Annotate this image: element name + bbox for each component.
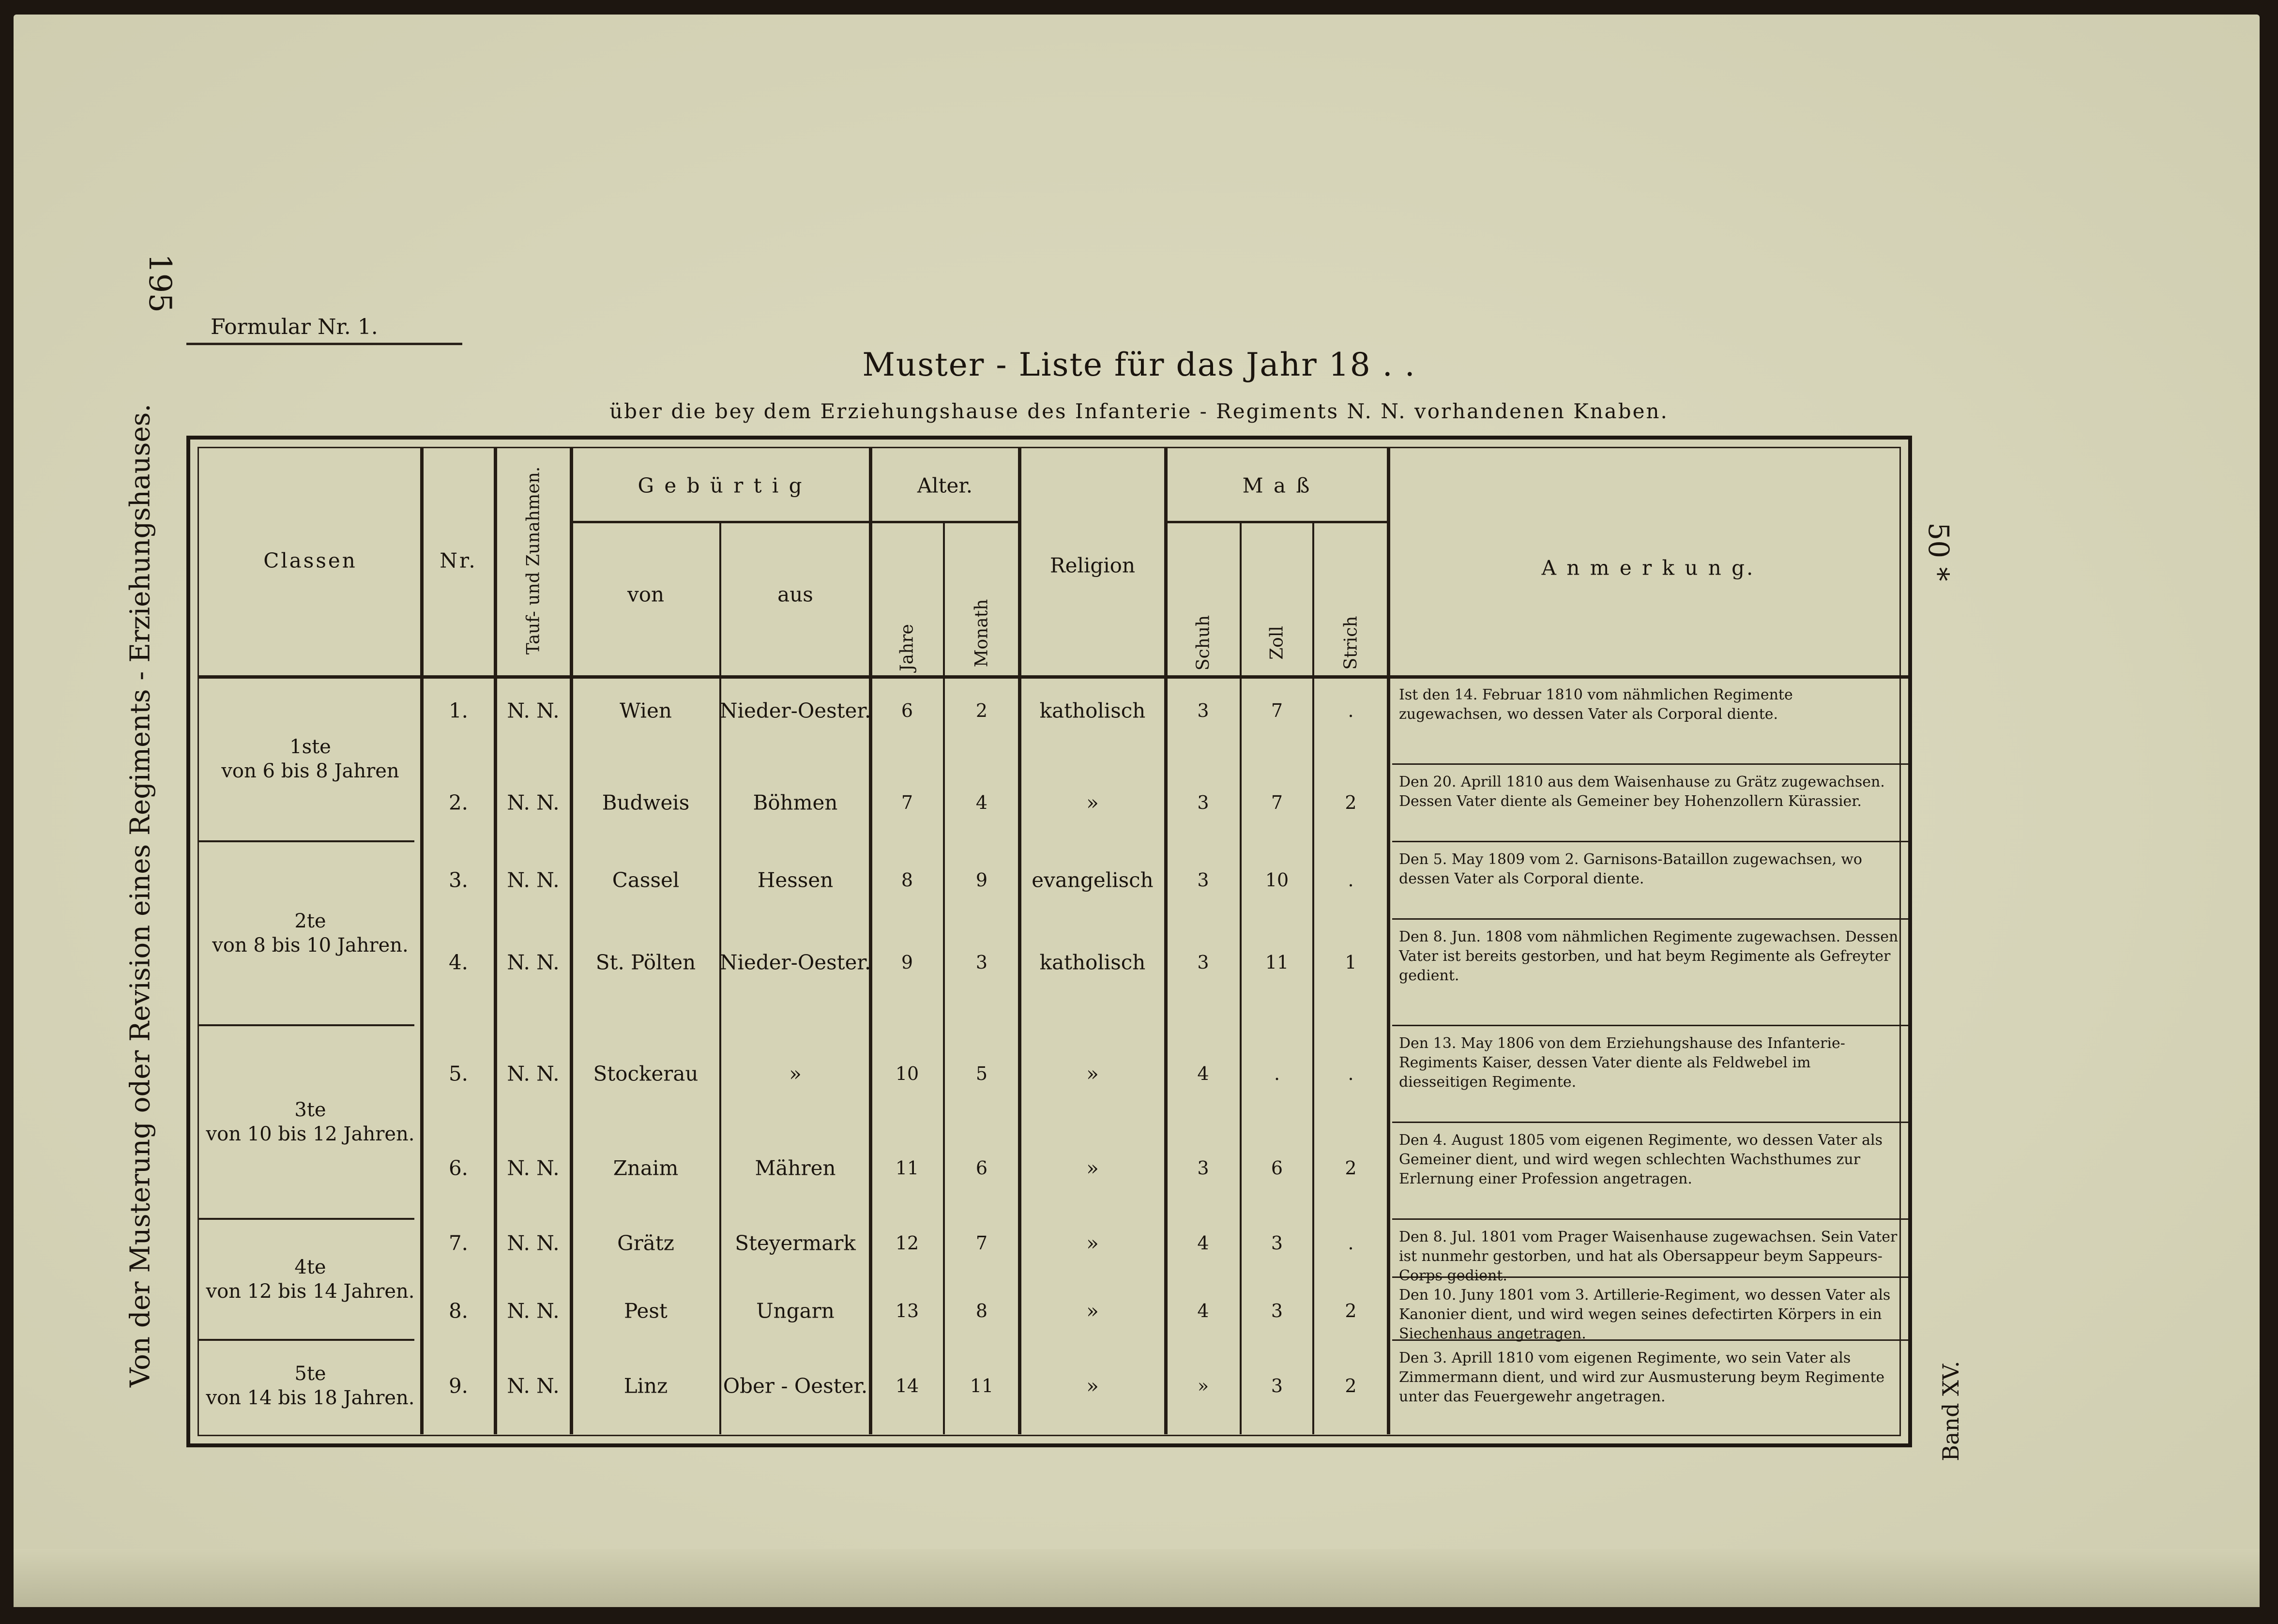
page-bottom-edge <box>14 1549 2260 1607</box>
row-country: Mähren <box>755 1156 836 1180</box>
header-mass: M a ß <box>1242 473 1312 498</box>
row-number: 2. <box>448 790 469 815</box>
row-anmerkung: Den 13. May 1806 von dem Erziehungshause des Infanterie-Regiments Kaiser, dessen Vater diente als Feldwebel im diesseitigen Regimente. <box>1399 1035 1845 1091</box>
row-name: N. N. <box>507 698 560 723</box>
formular-underline <box>186 343 462 345</box>
class-label <box>206 1098 415 1146</box>
row-height-schuh: 3 <box>1197 792 1209 813</box>
row-anmerkung: Ist den 14. Februar 1810 vom nähmlichen Regimente zugewachsen, wo dessen Vater als Corporal diente. <box>1399 686 1793 723</box>
class-name: 2te <box>294 910 326 932</box>
row-anmerkung: Den 4. August 1805 vom eigenen Regimente, wo dessen Vater als Gemeiner dient, und wird wegen schlechten Wachsthumes zur Erlernung einer Profession angetragen. <box>1399 1132 1883 1187</box>
row-height-schuh: 3 <box>1197 952 1209 973</box>
row-age-years: 11 <box>895 1157 919 1179</box>
header-divider <box>199 675 1908 679</box>
row-name: N. N. <box>507 1374 560 1398</box>
row-height-strich: . <box>1348 1063 1354 1084</box>
group-header-divider <box>870 521 1019 523</box>
row-height-strich: 2 <box>1345 1157 1357 1179</box>
note-divider <box>1392 918 1908 920</box>
row-height-schuh: 4 <box>1197 1063 1209 1084</box>
header-strich: Strich <box>1341 616 1361 670</box>
row-age-years: 14 <box>895 1375 919 1396</box>
class-divider <box>199 1339 414 1341</box>
row-country: Ober - Oester. <box>723 1374 868 1398</box>
row-height-zoll: 7 <box>1271 700 1283 721</box>
class-label <box>206 1362 415 1410</box>
class-label <box>206 1255 415 1304</box>
header-religion: Religion <box>1050 553 1135 577</box>
row-age-months: 8 <box>975 1300 988 1321</box>
note-divider <box>1392 1122 1908 1123</box>
class-age-range: von 10 bis 12 Jahren. <box>206 1123 415 1145</box>
row-number: 1. <box>448 698 469 723</box>
row-age-years: 10 <box>895 1063 919 1084</box>
row-height-zoll: 11 <box>1265 952 1289 973</box>
class-label <box>212 909 409 957</box>
row-age-months: 5 <box>975 1063 988 1084</box>
row-height-strich: . <box>1348 869 1354 891</box>
note-divider <box>1392 1218 1908 1220</box>
column-divider <box>1387 448 1390 1434</box>
row-age-months: 3 <box>975 952 988 973</box>
row-number: 9. <box>448 1374 469 1398</box>
column-divider <box>719 522 721 1434</box>
muster-liste-table <box>186 436 1912 1447</box>
column-divider <box>869 448 872 1434</box>
class-age-range: von 8 bis 10 Jahren. <box>212 934 409 956</box>
header-zoll: Zoll <box>1267 626 1287 660</box>
note-divider <box>1392 763 1908 765</box>
row-birthplace: Pest <box>624 1299 668 1323</box>
row-height-schuh: 3 <box>1197 869 1209 891</box>
row-age-months: 11 <box>970 1375 994 1396</box>
row-age-years: 6 <box>901 700 913 721</box>
row-age-months: 9 <box>975 869 988 891</box>
row-height-schuh: » <box>1197 1375 1209 1396</box>
group-header-divider <box>571 521 870 523</box>
row-birthplace: Wien <box>620 698 672 723</box>
header-aus: aus <box>777 582 813 607</box>
row-height-strich: 2 <box>1345 792 1357 813</box>
row-religion: » <box>1086 1374 1099 1398</box>
row-country: Böhmen <box>753 790 838 815</box>
column-divider <box>1240 522 1242 1434</box>
class-name: 1ste <box>289 736 331 758</box>
class-age-range: von 6 bis 8 Jahren <box>221 760 399 782</box>
page-title: Muster - Liste für das Jahr 18 . . <box>862 346 1416 383</box>
row-name: N. N. <box>507 1062 560 1086</box>
row-religion: » <box>1086 790 1099 815</box>
class-label <box>221 735 399 783</box>
class-divider <box>199 1024 414 1026</box>
row-country: Ungarn <box>756 1299 835 1323</box>
header-names: Tauf- und Zunahmen. <box>523 466 543 655</box>
row-age-years: 8 <box>901 869 913 891</box>
row-height-strich: 2 <box>1345 1375 1357 1396</box>
side-caption-right: 50 * <box>1922 522 1955 581</box>
row-religion: katholisch <box>1039 950 1146 974</box>
row-height-zoll: 10 <box>1265 869 1289 891</box>
row-height-strich: 2 <box>1345 1300 1357 1321</box>
row-height-zoll: . <box>1274 1063 1280 1084</box>
row-age-months: 4 <box>975 792 988 813</box>
row-religion: » <box>1086 1062 1099 1086</box>
row-country: Nieder-Oester. <box>719 698 871 723</box>
class-name: 5te <box>294 1363 326 1385</box>
row-age-years: 13 <box>895 1300 919 1321</box>
row-age-months: 6 <box>975 1157 988 1179</box>
group-header-divider <box>1166 521 1388 523</box>
row-anmerkung: Den 8. Jul. 1801 vom Prager Waisenhause zugewachsen. Sein Vater ist nunmehr gestorben, und hat als Obersappeur beym Sappeurs-Corps gedient. <box>1399 1229 1898 1284</box>
class-age-range: von 12 bis 14 Jahren. <box>206 1280 415 1303</box>
row-birthplace: St. Pölten <box>595 950 696 974</box>
row-birthplace: Cassel <box>612 868 680 892</box>
row-religion: evangelisch <box>1032 868 1154 892</box>
row-anmerkung: Den 5. May 1809 vom 2. Garnisons-Bataillon zugewachsen, wo dessen Vater als Corporal diente. <box>1399 851 1862 887</box>
row-height-zoll: 7 <box>1271 792 1283 813</box>
row-name: N. N. <box>507 950 560 974</box>
header-anmerkung: A n m e r k u n g. <box>1541 556 1755 580</box>
row-age-years: 9 <box>901 952 913 973</box>
row-height-schuh: 3 <box>1197 700 1209 721</box>
row-age-years: 12 <box>895 1232 919 1254</box>
header-von: von <box>627 582 665 607</box>
row-country: » <box>789 1062 802 1086</box>
class-divider <box>199 1218 414 1220</box>
row-name: N. N. <box>507 790 560 815</box>
row-birthplace: Budweis <box>602 790 690 815</box>
row-birthplace: Znaim <box>613 1156 679 1180</box>
header-schuh: Schuh <box>1193 615 1213 671</box>
row-religion: katholisch <box>1039 698 1146 723</box>
row-country: Nieder-Oester. <box>719 950 871 974</box>
row-height-zoll: 6 <box>1271 1157 1283 1179</box>
note-divider <box>1392 1025 1908 1026</box>
formular-label: Formular Nr. 1. <box>211 315 378 339</box>
column-divider <box>1018 448 1021 1434</box>
row-age-years: 7 <box>901 792 913 813</box>
row-anmerkung: Den 3. Aprill 1810 vom eigenen Regimente, wo sein Vater als Zimmermann dient, und wird zur Ausmusterung beym Regimente unter das Feuergewehr angetragen. <box>1399 1350 1885 1405</box>
row-country: Hessen <box>757 868 834 892</box>
column-divider <box>943 522 945 1434</box>
row-number: 7. <box>448 1231 469 1255</box>
band-label: Band XV. <box>1938 1361 1964 1461</box>
class-age-range: von 14 bis 18 Jahren. <box>206 1387 415 1409</box>
row-religion: » <box>1086 1231 1099 1255</box>
row-number: 8. <box>448 1299 469 1323</box>
row-height-strich: 1 <box>1345 952 1357 973</box>
class-name: 4te <box>294 1256 326 1278</box>
row-birthplace: Stockerau <box>593 1062 699 1086</box>
row-age-months: 2 <box>975 700 988 721</box>
row-height-zoll: 3 <box>1271 1300 1283 1321</box>
row-height-zoll: 3 <box>1271 1232 1283 1254</box>
note-divider <box>1392 841 1908 842</box>
column-divider <box>420 448 424 1434</box>
class-divider <box>199 840 414 842</box>
column-divider <box>570 448 573 1434</box>
row-height-schuh: 3 <box>1197 1157 1209 1179</box>
column-divider <box>1312 522 1314 1434</box>
row-anmerkung: Den 20. Aprill 1810 aus dem Waisenhause zu Grätz zugewachsen. Dessen Vater diente als Gemeiner bey Hohenzollern Kürassier. <box>1399 774 1885 810</box>
row-name: N. N. <box>507 1231 560 1255</box>
row-religion: » <box>1086 1299 1099 1323</box>
row-age-months: 7 <box>975 1232 988 1254</box>
class-name: 3te <box>294 1099 326 1121</box>
row-birthplace: Grätz <box>617 1231 674 1255</box>
row-anmerkung: Den 8. Jun. 1808 vom nähmlichen Regimente zugewachsen. Dessen Vater ist bereits gestorben, und hat beym Regimente als Gefreyter gedient. <box>1399 928 1898 984</box>
row-number: 5. <box>448 1062 469 1086</box>
column-divider <box>1164 448 1168 1434</box>
row-number: 4. <box>448 950 469 974</box>
side-caption-left: Von der Musterung oder Revision eines Regiments - Erziehungshauses. <box>124 404 156 1387</box>
row-number: 6. <box>448 1156 469 1180</box>
row-religion: » <box>1086 1156 1099 1180</box>
row-name: N. N. <box>507 1156 560 1180</box>
row-height-schuh: 4 <box>1197 1232 1209 1254</box>
page-number: 195 <box>142 253 178 313</box>
row-height-strich: . <box>1348 1232 1354 1254</box>
header-monath: Monath <box>972 599 992 668</box>
column-divider <box>494 448 497 1434</box>
row-anmerkung: Den 10. Juny 1801 vom 3. Artillerie-Regiment, wo dessen Vater als Kanonier dient, und wird wegen seines defectirten Körpers in ein Siechenhaus angetragen. <box>1399 1287 1891 1342</box>
row-birthplace: Linz <box>623 1374 668 1398</box>
header-geburtig: G e b ü r t i g <box>638 473 804 498</box>
row-height-strich: . <box>1348 700 1354 721</box>
row-height-zoll: 3 <box>1271 1375 1283 1396</box>
page-subtitle: über die bey dem Erziehungshause des Infanterie - Regiments N. N. vorhandenen Knaben. <box>609 399 1669 423</box>
header-jahre: Jahre <box>897 624 917 671</box>
header-alter: Alter. <box>917 473 973 498</box>
header-classen: Classen <box>263 548 357 573</box>
header-nr: Nr. <box>440 548 477 573</box>
row-name: N. N. <box>507 868 560 892</box>
row-height-schuh: 4 <box>1197 1300 1209 1321</box>
row-name: N. N. <box>507 1299 560 1323</box>
row-country: Steyermark <box>735 1231 856 1255</box>
row-number: 3. <box>448 868 469 892</box>
